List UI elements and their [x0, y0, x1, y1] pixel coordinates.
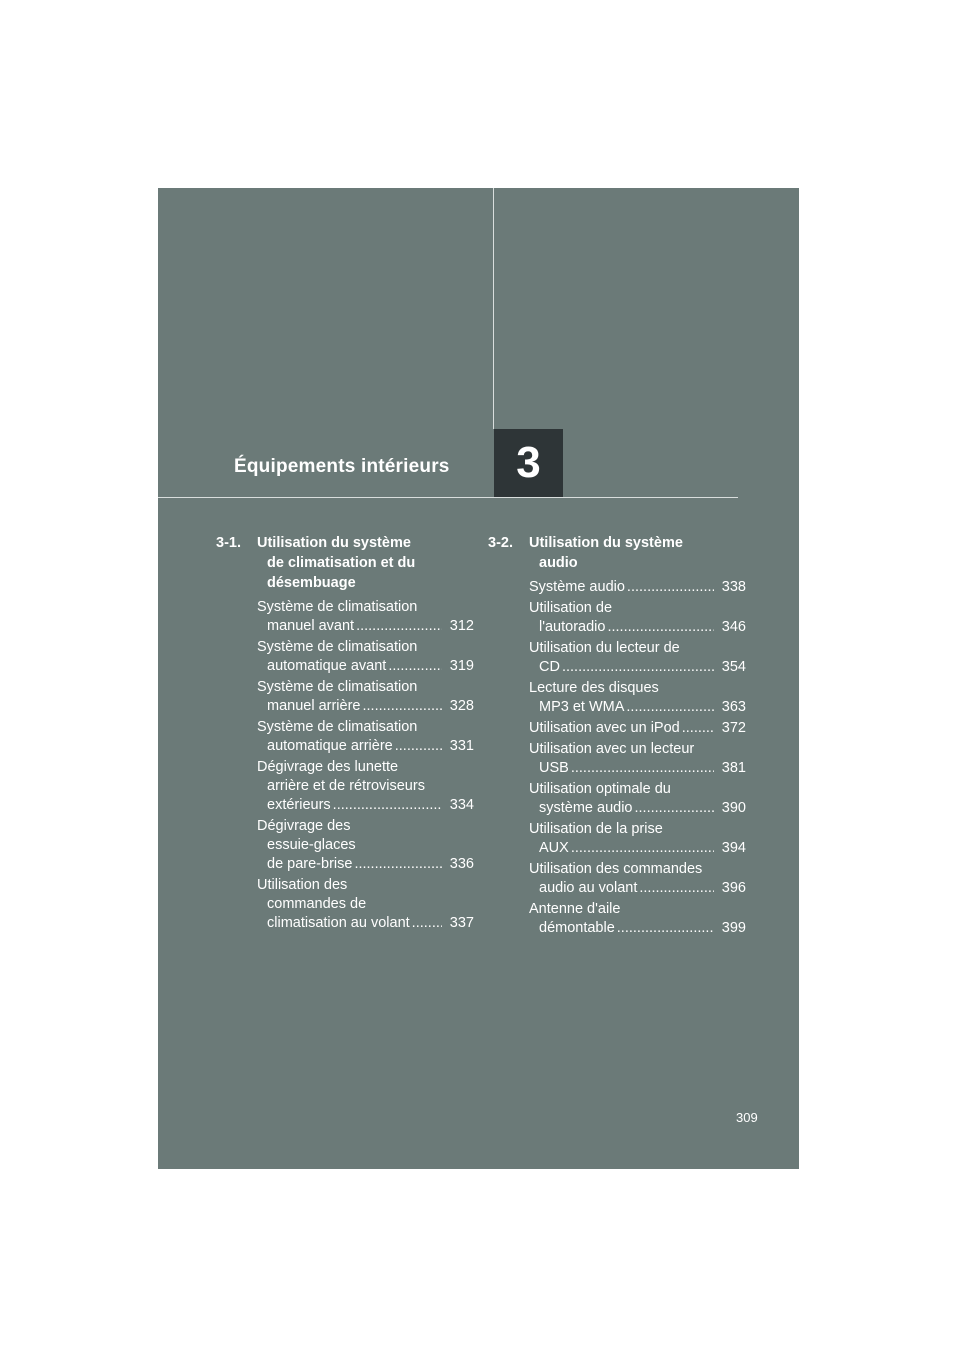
toc-entry-text: audio au volant: [539, 880, 638, 896]
chapter-title: Équipements intérieurs: [234, 456, 450, 477]
dot-leader: [333, 796, 442, 815]
toc-entry-text: Système de climatisation: [257, 679, 418, 695]
toc-entry-text: Utilisation optimale du: [529, 781, 671, 797]
toc-entry-page: 338: [721, 579, 746, 595]
toc-entry-page: 394: [721, 840, 746, 856]
toc-entry-leader-row: [257, 737, 474, 756]
toc-entry-page: 390: [721, 800, 746, 816]
dot-leader: [571, 759, 714, 778]
toc-entry-leader-row: [529, 719, 746, 738]
toc-entry-text: Lecture des disques: [529, 680, 659, 696]
toc-entry-text: Utilisation du lecteur de: [529, 640, 680, 656]
toc-entry[interactable]: [529, 639, 746, 677]
dot-leader: [626, 698, 714, 717]
toc-entry[interactable]: [257, 817, 474, 874]
dot-leader: [412, 914, 442, 933]
toc-entry[interactable]: [257, 718, 474, 756]
toc-entry-text: essuie-glaces: [267, 837, 356, 853]
toc-entry-leader-row: [257, 657, 474, 676]
toc-entry-text: Système de climatisation: [257, 639, 418, 655]
toc-entry-text: USB: [539, 760, 569, 776]
toc-entry-text: Utilisation des commandes: [529, 861, 703, 877]
dot-leader: [617, 919, 714, 938]
toc-entry-leader-row: [529, 578, 746, 597]
toc-entry-leader-row: [257, 697, 474, 716]
section-title-line: Utilisation du système: [257, 535, 411, 551]
toc-entry-page: 334: [449, 797, 474, 813]
section-title-line: de climatisation et du: [267, 555, 416, 571]
toc-entry[interactable]: [529, 679, 746, 717]
toc-entry-leader-row: [529, 839, 746, 858]
dot-leader: [562, 658, 714, 677]
toc-entry-leader-row: [529, 698, 746, 717]
toc-entry[interactable]: [529, 860, 746, 898]
dot-leader: [682, 719, 714, 738]
toc-section-3-1: [216, 533, 474, 935]
dot-leader: [363, 697, 443, 716]
dot-leader: [354, 855, 442, 874]
toc-section-3-2: [488, 533, 746, 940]
toc-entry-text: Système de climatisation: [257, 599, 418, 615]
toc-entry-page: 336: [449, 856, 474, 872]
section-heading: [488, 533, 746, 573]
section-title-line: désembuage: [267, 575, 356, 591]
toc-entry-page: 337: [449, 915, 474, 931]
toc-entry-page: 354: [721, 659, 746, 675]
toc-entry-text: Système de climatisation: [257, 719, 418, 735]
toc-entry-text: l'autoradio: [539, 619, 606, 635]
section-heading: [216, 533, 474, 593]
toc-entry[interactable]: [257, 678, 474, 716]
dot-leader: [635, 799, 715, 818]
toc-entry-text: AUX: [539, 840, 569, 856]
toc-entries: [488, 578, 746, 938]
toc-entry-text: démontable: [539, 920, 615, 936]
toc-entry-page: 396: [721, 880, 746, 896]
toc-entry-text: climatisation au volant: [267, 915, 410, 931]
toc-entry-page: 381: [721, 760, 746, 776]
toc-entry-text: Système audio: [529, 579, 625, 595]
toc-entry-text: Antenne d'aile: [529, 901, 621, 917]
chapter-panel: [158, 188, 799, 1169]
toc-entry-page: 399: [721, 920, 746, 936]
toc-entry[interactable]: [257, 876, 474, 933]
toc-entry[interactable]: [529, 740, 746, 778]
section-title-line: audio: [539, 555, 578, 571]
toc-entry[interactable]: [529, 578, 746, 597]
toc-entry-leader-row: [257, 855, 474, 874]
toc-entry-page: 346: [721, 619, 746, 635]
toc-entry-leader-row: [529, 618, 746, 637]
toc-entry-text: Utilisation de: [529, 600, 613, 616]
toc-entry-text: manuel avant: [267, 618, 355, 634]
toc-entry-text: arrière et de rétroviseurs: [267, 778, 425, 794]
toc-entry-text: MP3 et WMA: [539, 699, 625, 715]
dot-leader: [627, 578, 714, 597]
dot-leader: [639, 879, 714, 898]
dot-leader: [607, 618, 714, 637]
toc-entry-text: CD: [539, 659, 560, 675]
toc-entry-text: Utilisation avec un lecteur: [529, 741, 695, 757]
toc-entry-leader-row: [529, 919, 746, 938]
dot-leader: [356, 617, 442, 636]
section-number: 3-1.: [216, 535, 241, 551]
toc-entry-text: extérieurs: [267, 797, 331, 813]
chapter-number-badge: 3: [494, 429, 563, 497]
toc-entry-text: automatique avant: [267, 658, 387, 674]
toc-entry-text: Utilisation des: [257, 877, 348, 893]
toc-entry-text: Utilisation avec un iPod: [529, 720, 680, 736]
toc-entry-leader-row: [529, 759, 746, 778]
toc-entry[interactable]: [257, 638, 474, 676]
toc-entry-leader-row: [257, 796, 474, 815]
toc-entry-text: automatique arrière: [267, 738, 393, 754]
toc-entry-text: système audio: [539, 800, 633, 816]
toc-entry[interactable]: [257, 758, 474, 815]
toc-entry[interactable]: [529, 820, 746, 858]
dot-leader: [571, 839, 714, 858]
dot-leader: [388, 657, 442, 676]
toc-entry-text: de pare-brise: [267, 856, 353, 872]
toc-entry-text: Utilisation de la prise: [529, 821, 663, 837]
toc-entry-page: 319: [449, 658, 474, 674]
toc-entry-leader-row: [257, 617, 474, 636]
toc-entry-text: Dégivrage des lunette: [257, 759, 399, 775]
toc-entry-leader-row: [529, 658, 746, 677]
toc-entry-leader-row: [529, 799, 746, 818]
page-number: 309: [736, 1110, 758, 1125]
toc-entry[interactable]: [529, 719, 746, 738]
toc-entry-page: 312: [449, 618, 474, 634]
section-number: 3-2.: [488, 535, 513, 551]
dot-leader: [395, 737, 442, 756]
vertical-divider: [493, 188, 494, 429]
toc-entry-text: manuel arrière: [267, 698, 361, 714]
toc-entry-leader-row: [257, 914, 474, 933]
toc-entry[interactable]: [529, 599, 746, 637]
toc-entry[interactable]: [529, 900, 746, 938]
toc-entry-page: 328: [449, 698, 474, 714]
toc-entry[interactable]: [529, 780, 746, 818]
section-title-line: Utilisation du système: [529, 535, 683, 551]
horizontal-divider: [158, 497, 738, 498]
toc-entry-page: 372: [721, 720, 746, 736]
toc-entry-text: commandes de: [267, 896, 367, 912]
toc-entry-page: 331: [449, 738, 474, 754]
toc-entries: [216, 598, 474, 933]
toc-entry-leader-row: [529, 879, 746, 898]
toc-entry-page: 363: [721, 699, 746, 715]
toc-entry[interactable]: [257, 598, 474, 636]
toc-entry-text: Dégivrage des: [257, 818, 351, 834]
